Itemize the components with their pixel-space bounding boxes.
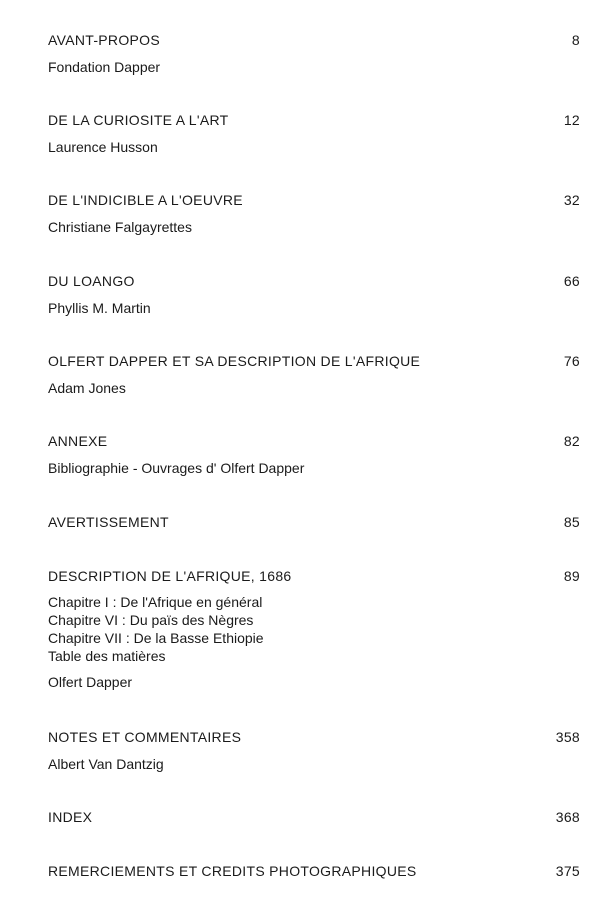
page-number: 375	[555, 863, 580, 879]
toc-entry-annexe	[48, 432, 580, 477]
chapter-item: Chapitre VII : De la Basse Ethiopie	[48, 630, 264, 646]
entry-title: ANNEXE	[48, 433, 108, 449]
toc-entry-remerciements	[48, 862, 580, 880]
toc-entry-loango	[48, 272, 580, 317]
page-number: 32	[563, 192, 580, 208]
toc-entry-description-afrique	[48, 567, 580, 691]
toc-entry-indicible	[48, 191, 580, 236]
chapter-list	[48, 593, 580, 691]
entry-author: Albert Van Dantzig	[48, 756, 164, 772]
entry-author: Fondation Dapper	[48, 59, 161, 75]
entry-title: REMERCIEMENTS ET CREDITS PHOTOGRAPHIQUES	[48, 863, 417, 879]
chapter-item: Chapitre I : De l'Afrique en général	[48, 594, 263, 610]
toc-entry-avant-propos	[48, 31, 580, 76]
toc-entry-olfert-dapper	[48, 352, 580, 397]
entry-author: Laurence Husson	[48, 139, 158, 155]
entry-subtitle: Bibliographie - Ouvrages d' Olfert Dapper	[48, 460, 305, 476]
page-number: 82	[563, 433, 580, 449]
page-number: 358	[555, 729, 580, 745]
entry-author: Christiane Falgayrettes	[48, 219, 192, 235]
page-number: 66	[563, 273, 580, 289]
chapter-item: Table des matières	[48, 648, 166, 664]
toc-entry-index	[48, 808, 580, 826]
entry-author: Olfert Dapper	[48, 674, 133, 690]
toc-entry-notes	[48, 728, 580, 773]
page-number: 85	[563, 514, 580, 530]
entry-title: AVANT-PROPOS	[48, 32, 160, 48]
entry-title: INDEX	[48, 809, 93, 825]
entry-author: Phyllis M. Martin	[48, 300, 151, 316]
page-number: 12	[563, 112, 580, 128]
toc-entry-curiosite	[48, 111, 580, 156]
chapter-item: Chapitre VI : Du païs des Nègres	[48, 612, 254, 628]
entry-title: DE LA CURIOSITE A L'ART	[48, 112, 229, 128]
toc-entry-avertissement	[48, 513, 580, 531]
entry-title: DESCRIPTION DE L'AFRIQUE, 1686	[48, 568, 292, 584]
entry-title: DE L'INDICIBLE A L'OEUVRE	[48, 192, 243, 208]
page-number: 76	[563, 353, 580, 369]
entry-author: Adam Jones	[48, 380, 126, 396]
page-number: 8	[571, 32, 580, 48]
entry-title: OLFERT DAPPER ET SA DESCRIPTION DE L'AFRIQUE	[48, 353, 421, 369]
page-number: 368	[555, 809, 580, 825]
entry-title: NOTES ET COMMENTAIRES	[48, 729, 242, 745]
entry-title: DU LOANGO	[48, 273, 135, 289]
entry-title: AVERTISSEMENT	[48, 514, 169, 530]
page-number: 89	[563, 568, 580, 584]
